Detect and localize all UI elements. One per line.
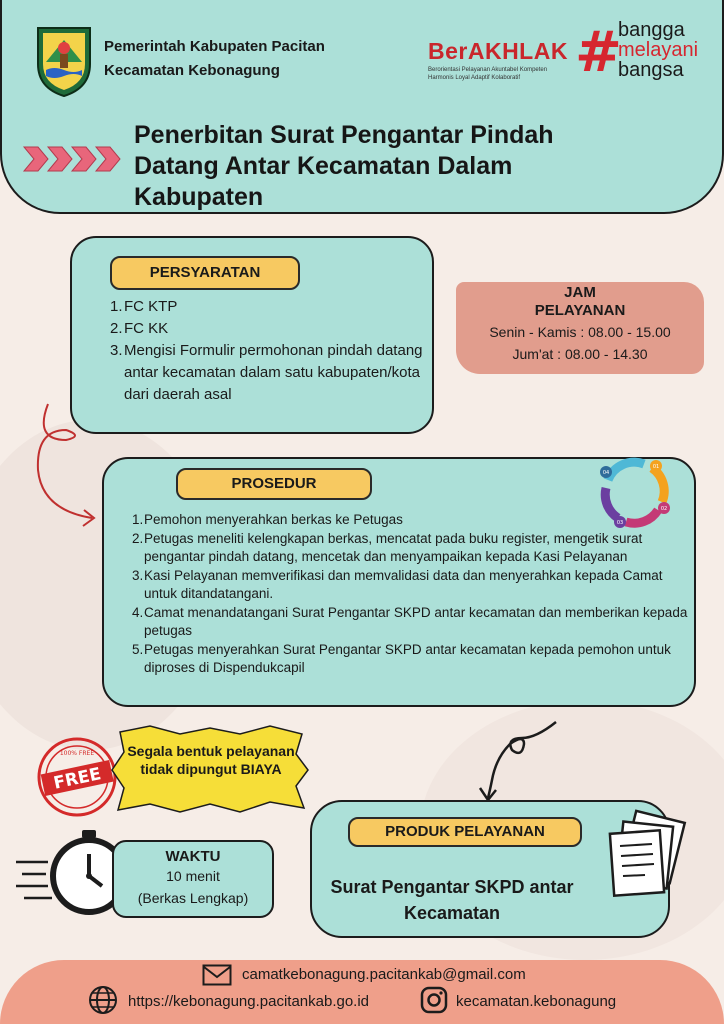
email-icon <box>202 964 232 986</box>
cycle-label: 03 <box>616 520 624 526</box>
berakhlak-subtitle: Berorientasi Pelayanan Akuntabel Kompeten Harmonis Loyal Adaptif Kolaboratif <box>428 67 548 81</box>
list-item: 2. FC KK <box>110 320 169 337</box>
requirements-heading: PERSYARATAN <box>110 256 300 290</box>
procedure-heading: PROSEDUR <box>176 468 372 500</box>
free-badge-ring: 100% FREE <box>59 750 95 757</box>
list-item: 1. FC KTP <box>110 298 178 315</box>
cycle-label: 02 <box>660 506 668 512</box>
instagram-icon <box>420 986 448 1014</box>
requirements-list <box>110 296 428 406</box>
duration-value: 10 menit <box>166 868 220 884</box>
product-text: Surat Pengantar SKPD antar Kecamatan <box>330 877 574 923</box>
list-item: 2. Petugas meneliti kelengkapan berkas, mencatat pada buku register, mengetik surat pengantar pindah datang, mencetak dan menyampaikan kepada Kasi Pelayanan <box>132 530 643 564</box>
berakhlak-logo-text: BerAKHLAK <box>428 38 568 64</box>
instagram-link[interactable]: kecamatan.kebonagung <box>456 993 617 1010</box>
government-name: Pemerintah Kabupaten Pacitan <box>104 38 325 55</box>
list-item: 1. Pemohon menyerahkan berkas ke Petugas <box>132 512 403 527</box>
free-badge-label: FREE <box>51 764 103 794</box>
list-item: 3. Mengisi Formulir permohonan pindah datang antar kecamatan dalam satu kabupaten/kota dari daerah asal <box>110 342 423 403</box>
service-hours-weekdays: Senin - Kamis : 08.00 - 15.00 <box>489 324 671 340</box>
duration-note: (Berkas Lengkap) <box>137 890 249 906</box>
regency-crest-logo <box>34 24 94 98</box>
curved-arrow-icon <box>466 718 566 808</box>
cycle-label: 04 <box>602 470 610 476</box>
no-fee-text: Segala bentuk pelayanan tidak dipungut BIAYA <box>127 743 295 777</box>
service-hours-friday: Jum'at : 08.00 - 14.30 <box>512 346 648 362</box>
documents-icon <box>600 806 696 902</box>
hashtag-icon: # <box>575 20 622 85</box>
district-name: Kecamatan Kebonagung <box>104 62 280 79</box>
page-title: Penerbitan Surat Pengantar Pindah Datang Antar Kecamatan Dalam Kabupaten <box>134 121 554 211</box>
email-link[interactable]: camatkebonagung.pacitankab@gmail.com <box>242 966 526 983</box>
clock-icon <box>14 826 124 916</box>
chevrons-decoration-icon <box>22 145 122 173</box>
tagline-bangsa: bangsa <box>618 59 684 81</box>
list-item: 5. Petugas menyerahkan Surat Pengantar SKPD antar kecamatan kepada pemohon untuk diproses di Dispendukcapil <box>132 641 671 675</box>
cycle-label: 01 <box>652 464 660 470</box>
service-hours-title: JAM PELAYANAN <box>534 284 626 319</box>
globe-icon <box>88 985 118 1015</box>
list-item: 3. Kasi Pelayanan memverifikasi dan memvalidasi data dan menyerahkan kepada Camat untuk ditandatangani. <box>132 567 663 601</box>
website-link[interactable]: https://kebonagung.pacitankab.go.id <box>128 993 370 1010</box>
free-stamp-icon <box>36 736 118 818</box>
product-heading: PRODUK PELAYANAN <box>348 817 582 847</box>
tagline-melayani: melayani <box>618 39 699 61</box>
list-item: 4. Camat menandatangani Surat Pengantar SKPD antar kecamatan dan memberikan kepada petugas <box>132 604 688 638</box>
tagline-bangga: bangga <box>618 19 685 41</box>
duration-title: WAKTU <box>165 848 221 865</box>
procedure-list <box>132 511 692 678</box>
